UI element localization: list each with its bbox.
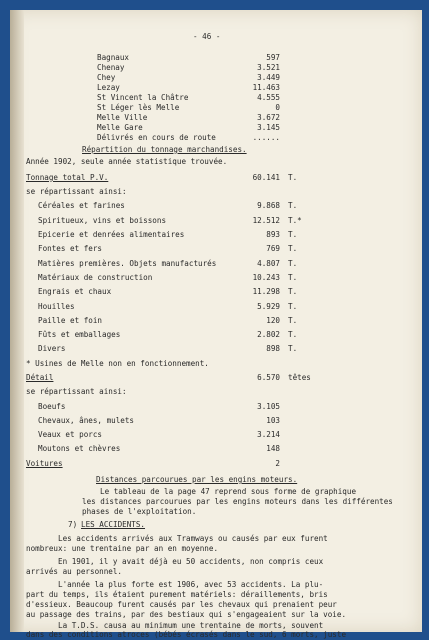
distances-title: Distances parcourues par les engins moteurs. [96,475,298,484]
repartissant-text: se répartissant ainsi: [26,387,127,396]
goods-label: Epicerie et denrées alimentaires [38,230,185,239]
paragraph-line: La T.D.S. causa au minimum une trentaine de morts, souvent [58,621,324,630]
goods-unit: T. [288,316,298,325]
goods-value: 893 [266,230,280,239]
station-name: Melle Gare [97,123,143,132]
goods-value: 4.807 [257,259,280,268]
goods-unit: T. [288,201,298,210]
paragraph-line: d'essieux. Beaucoup furent causés par les chevaux qui prenaient peur [26,600,337,609]
animal-value: 3.214 [257,430,280,439]
paragraph-line: dans des conditions atroces (bébés écrasés dans le sud, 6 morts, juste [26,630,347,639]
goods-unit: T. [288,244,298,253]
station-name: Lezay [97,83,120,92]
goods-unit: T. [288,330,298,339]
accidents-number: 7) [68,520,78,529]
station-name: Chey [97,73,116,82]
animal-value: 103 [266,416,280,425]
paragraph-line: arrivés au personnel. [26,567,123,576]
station-name: Chenay [97,63,125,72]
paragraph-line: au passage des trains, par des bestiaux qui s'engageaient sur la voie. [26,610,347,619]
station-value: 4.555 [257,93,280,102]
paragraph-line: L'année la plus forte est 1906, avec 53 accidents. La plu- [58,580,324,589]
goods-label: Engrais et chaux [38,287,112,296]
goods-unit: T. [288,259,298,268]
station-name: Bagnaux [97,53,130,62]
station-name: St Léger lès Melle [97,103,180,112]
paragraph-line: nombreux: une trentaine par an en moyenne. [26,544,219,553]
detail-label: Détail [26,373,54,382]
goods-label: Fontes et fers [38,244,103,253]
footnote: * Usines de Melle non en fonctionnement. [26,359,209,368]
total-value: 60.141 [252,173,280,182]
goods-unit: T. [288,302,298,311]
animal-value: 3.105 [257,402,280,411]
goods-value: 9.868 [257,201,280,210]
total-unit: T. [288,173,298,182]
paragraph-line: Les accidents arrivés aux Tramways ou causés par eux furent [58,534,328,543]
paragraph-line: les distances parcourues par les engins moteurs dans les différentes [82,497,393,506]
paragraph-line: En 1901, il y avait déjà eu 50 accidents, non compris ceux [58,557,324,566]
goods-value: 11.298 [252,287,280,296]
goods-value: 12.512 [252,216,280,225]
detail-unit: têtes [288,373,311,382]
station-value: 3.145 [257,123,280,132]
station-value: 597 [266,53,280,62]
paragraph-line: Le tableau de la page 47 reprend sous forme de graphique [100,487,357,496]
goods-label: Matériaux de construction [38,273,153,282]
accidents-title: LES ACCIDENTS. [81,520,146,529]
station-name: St Vincent la Châtre [97,93,189,102]
goods-label: Spiritueux, vins et boissons [38,216,167,225]
section-title: Répartition du tonnage marchandises. [82,145,247,154]
goods-label: Fûts et emballages [38,330,121,339]
goods-unit: T. [288,344,298,353]
animal-label: Veaux et porcs [38,430,103,439]
repartissant-text: se répartissant ainsi: [26,187,127,196]
station-value: 3.672 [257,113,280,122]
station-value: ...... [252,133,280,142]
animal-value: 148 [266,444,280,453]
station-value: 11.463 [252,83,280,92]
goods-value: 5.929 [257,302,280,311]
station-value: 3.521 [257,63,280,72]
station-value: 3.449 [257,73,280,82]
paragraph-line: phases de l'exploitation. [82,507,197,516]
year-note: Année 1902, seule année statistique trouvée. [26,157,228,166]
goods-label: Paille et foin [38,316,103,325]
goods-value: 120 [266,316,280,325]
total-label: Tonnage total P.V. [26,173,109,182]
goods-label: Matières premières. Objets manufacturés [38,259,217,268]
voitures-value: 2 [275,459,280,468]
goods-value: 10.243 [252,273,280,282]
paragraph-line: part du temps, ils étaient purement matériels: déraillements, bris [26,590,328,599]
goods-value: 769 [266,244,280,253]
page-number: - 46 - [193,32,221,41]
station-name: Melle Ville [97,113,148,122]
goods-unit: T. [288,230,298,239]
goods-label: Céréales et farines [38,201,125,210]
goods-unit: T.* [288,216,302,225]
goods-value: 2.802 [257,330,280,339]
goods-label: Houilles [38,302,75,311]
station-name: Délivrés en cours de route [97,133,216,142]
page-binding [10,10,24,632]
goods-unit: T. [288,287,298,296]
voitures-label: Voitures [26,459,63,468]
goods-label: Divers [38,344,66,353]
station-value: 0 [275,103,280,112]
document-page [10,10,422,639]
animal-label: Moutons et chèvres [38,444,121,453]
goods-value: 898 [266,344,280,353]
animal-label: Chevaux, ânes, mulets [38,416,135,425]
detail-value: 6.570 [257,373,280,382]
animal-label: Boeufs [38,402,66,411]
goods-unit: T. [288,273,298,282]
